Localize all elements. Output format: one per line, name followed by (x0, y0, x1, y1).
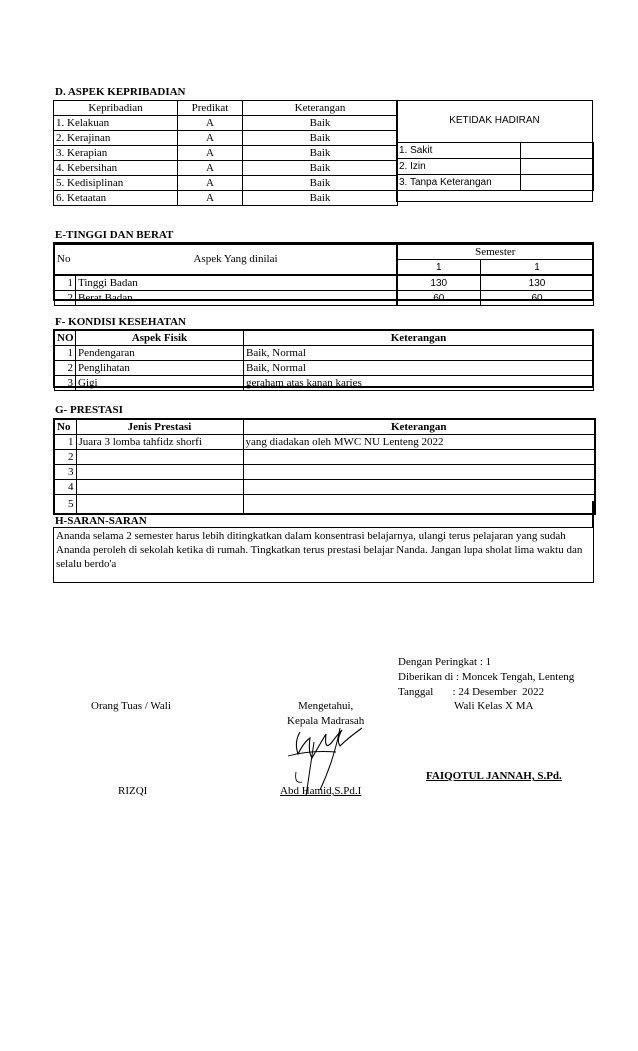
absence-table (396, 142, 594, 191)
column-header: Keterangan (243, 419, 595, 435)
semester-number: 1 (481, 260, 594, 276)
predicate-cell: A (178, 116, 243, 131)
remark-cell: Baik (243, 131, 398, 146)
remark-cell: Baik (243, 146, 398, 161)
guardian-label: Orang Tuas / Wali (91, 700, 171, 712)
table-row (54, 131, 398, 146)
table-row (55, 275, 594, 291)
date-text: Tanggal : 24 Desember 2022 (398, 686, 545, 698)
row-number: 4 (54, 480, 76, 495)
aspect-name: Penglihatan (76, 361, 244, 376)
personality-name: 4. Kebersihan (54, 161, 178, 176)
achievement-name (76, 465, 243, 480)
remark-cell: Baik (243, 116, 398, 131)
column-header: Aspek Yang dinilai (76, 244, 397, 275)
personality-name: 6. Ketaatan (54, 191, 178, 206)
table-row (397, 143, 594, 159)
table-header-row (54, 419, 595, 435)
table-row (54, 191, 398, 206)
predicate-cell: A (178, 146, 243, 161)
row-number: 3 (54, 465, 76, 480)
table-row (54, 450, 595, 465)
absence-value (521, 175, 594, 191)
column-header: NO (55, 331, 76, 346)
table-row (54, 146, 398, 161)
absence-item: 2. Izin (397, 159, 521, 175)
table-row (54, 495, 595, 515)
table-row (54, 161, 398, 176)
value-cell: 130 (481, 275, 594, 291)
personality-name: 2. Kerajinan (54, 131, 178, 146)
remark-cell: yang diadakan oleh MWC NU Lenteng 2022 (243, 435, 595, 450)
table-row (54, 116, 398, 131)
remark-cell (243, 480, 595, 495)
remark-cell: geraham atas kanan karies (244, 376, 594, 391)
column-header: Aspek Fisik (76, 331, 244, 346)
rank-text: Dengan Peringkat : 1 (398, 656, 492, 668)
table-header-row (54, 101, 398, 116)
table-row (55, 376, 594, 391)
advice-line: Ananda selama 2 semester harus lebih ditingkatkan dalam konsentrasi belajarnya, ulangi terus pelajaran yang sudah (56, 530, 566, 542)
value-cell: 60 (397, 291, 481, 306)
table-row (397, 175, 594, 191)
section-divider (53, 501, 55, 513)
principal-name: Abd Hamid,S.Pd.I (280, 785, 362, 797)
row-number: 2 (55, 291, 76, 306)
guardian-name: RIZQI (118, 785, 148, 797)
advice-line: selalu berdo'a (56, 558, 117, 570)
table-row (55, 291, 594, 306)
place-text: Diberikan di : Moncek Tengah, Lenteng (398, 671, 575, 683)
table-row (55, 346, 594, 361)
column-header: Predikat (178, 101, 243, 116)
column-header: Jenis Prestasi (76, 419, 243, 435)
remark-cell (243, 495, 595, 515)
row-number: 1 (55, 275, 76, 291)
acknowledge-label: Mengetahui, (298, 700, 354, 712)
table-row (54, 176, 398, 191)
predicate-cell: A (178, 176, 243, 191)
section-e-title: E-TINGGI DAN BERAT (55, 229, 174, 241)
achievement-table (53, 418, 596, 515)
principal-label: Kepala Madrasah (287, 715, 365, 727)
column-header: Kepribadian (54, 101, 178, 116)
achievement-name (76, 450, 243, 465)
column-header: Keterangan (244, 331, 594, 346)
absence-item: 3. Tanpa Keterangan (397, 175, 521, 191)
absence-item: 1. Sakit (397, 143, 521, 159)
remark-cell: Baik (243, 191, 398, 206)
table-row (55, 361, 594, 376)
homeroom-teacher-name: FAIQOTUL JANNAH, S.Pd. (426, 770, 562, 782)
personality-table (53, 100, 398, 206)
absence-value (521, 143, 594, 159)
remark-cell (243, 465, 595, 480)
remark-cell (243, 450, 595, 465)
row-number: 1 (55, 346, 76, 361)
row-number: 3 (55, 376, 76, 391)
personality-name: 5. Kedisiplinan (54, 176, 178, 191)
row-number: 1 (54, 435, 76, 450)
absence-value (521, 159, 594, 175)
personality-name: 3. Kerapian (54, 146, 178, 161)
personality-name: 1. Kelakuan (54, 116, 178, 131)
section-f-title: F- KONDISI KESEHATAN (55, 316, 187, 328)
value-cell: 130 (397, 275, 481, 291)
column-header: Semester (397, 244, 594, 260)
table-header-row (55, 331, 594, 346)
aspect-name: Berat Badan (76, 291, 397, 306)
achievement-name (76, 495, 243, 515)
predicate-cell: A (178, 191, 243, 206)
row-number: 5 (54, 495, 76, 515)
predicate-cell: A (178, 161, 243, 176)
column-header: No (54, 419, 76, 435)
table-header-row (55, 244, 594, 260)
table-row (397, 159, 594, 175)
remark-cell: Baik, Normal (244, 361, 594, 376)
height-weight-table (54, 243, 594, 306)
achievement-name: Juara 3 lomba tahfidz shorfi (76, 435, 243, 450)
semester-number: 1 (397, 260, 481, 276)
table-row (54, 465, 595, 480)
value-cell: 60 (481, 291, 594, 306)
row-number: 2 (55, 361, 76, 376)
aspect-name: Tinggi Badan (76, 275, 397, 291)
section-g-title: G- PRESTASI (55, 404, 123, 416)
table-row (54, 480, 595, 495)
achievement-name (76, 480, 243, 495)
remark-cell: Baik (243, 161, 398, 176)
column-header: No (55, 244, 76, 275)
absence-title: KETIDAK HADIRAN (449, 115, 540, 126)
advice-line: Ananda peroleh di sekolah ketika di rumah. Tingkatkan terus prestasi belajar Nanda. Jangan lupa sholat lima waktu dan (56, 544, 583, 556)
predicate-cell: A (178, 131, 243, 146)
section-d-title: D. ASPEK KEPRIBADIAN (55, 86, 186, 98)
remark-cell: Baik, Normal (244, 346, 594, 361)
aspect-name: Gigi (76, 376, 244, 391)
remark-cell: Baik (243, 176, 398, 191)
aspect-name: Pendengaran (76, 346, 244, 361)
section-h-title: H-SARAN-SARAN (55, 515, 147, 527)
row-number: 2 (54, 450, 76, 465)
column-header: Keterangan (243, 101, 398, 116)
health-table (54, 330, 594, 391)
homeroom-teacher-label: Wali Kelas X MA (454, 700, 534, 712)
table-row (54, 435, 595, 450)
section-divider (592, 501, 594, 527)
